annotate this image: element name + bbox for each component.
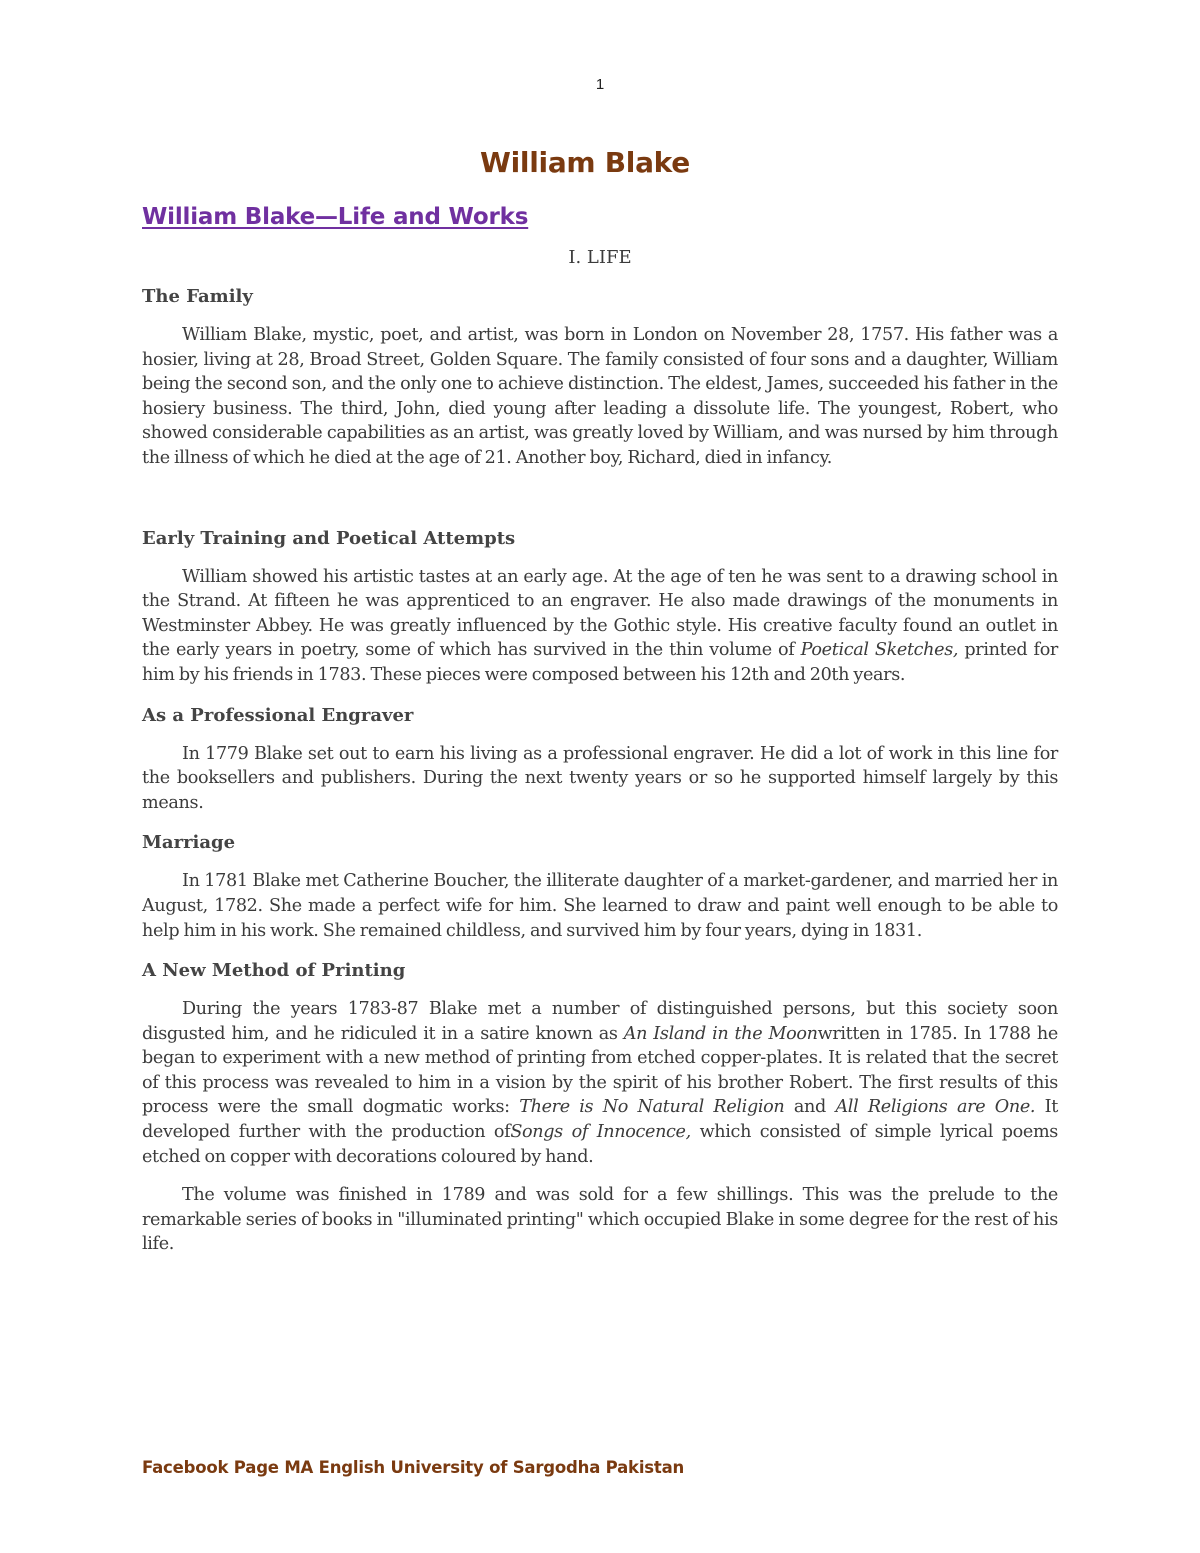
section-heading-family: The Family [142, 286, 253, 307]
italic-title-songs-of-innocence: Songs of Innocence, [510, 1122, 691, 1143]
section-heading-early-training: Early Training and Poetical Attempts [142, 527, 516, 549]
section-heading-engraver: As a Professional Engraver [142, 704, 414, 726]
page-number: 1 [595, 76, 605, 93]
section-heading-marriage: Marriage [142, 832, 236, 854]
document-body [142, 283, 1058, 1271]
paragraph-printing-continued: The volume was finished in 1789 and was sold for a few shillings. This was the prelude to the remarkable series of books in "illuminated printing" which occupied Blake in some degree for the rest of his life. [142, 1185, 1058, 1255]
paragraph-engraver: In 1779 Blake set out to earn his living as a professional engraver. He did a lot of work in this line for the booksellers and publishers. During the next twenty years or so he supported himself largely by this means. [142, 743, 1058, 813]
paragraph-family: William Blake, mystic, poet, and artist, was born in London on November 28, 1757. His father was a hosier, living at 28, Broad Street, Golden Square. The family consisted of four sons and a daughter, William being the second son, and the only one to achieve distinction. The eldest, James, succeeded his father in the hosiery business. The third, John, died young after leading a dissolute life. The youngest, Robert, who showed considerable capabilities as an artist, was greatly loved by William, and was nursed by him through the illness of which he died at the age of 21. Another boy, Richard, died in infancy. [142, 325, 1058, 468]
italic-title-all-religions-are-one: All Religions are One. [835, 1097, 1036, 1118]
section-heading-printing: A New Method of Printing [142, 960, 406, 982]
italic-title-no-natural-religion: There is No Natural Religion [519, 1097, 785, 1118]
paragraph-early-training: William showed his artistic tastes at an early age. At the age of ten he was sent to a drawing school in the Strand. At fifteen he was apprenticed to an engraver. He also made drawings of the monuments in Westminster Abbey. He was greatly influenced by the Gothic style. His creative faculty found an outlet in the early years in poetry, some of which has survived in the thin volume of Poetical Sketches, printed for him by his friends in 1783. These pieces were composed between his 12th and 20th years. [142, 566, 1058, 685]
part-heading: I. LIFE [568, 247, 632, 268]
paragraph-printing: During the years 1783-87 Blake met a number of distinguished persons, but this society soon disgusted him, and he ridiculed it in a satire known as An Island in the Moonwritten in 1785. In 1788 he began to experiment with a new method of printing from etched copper-plates. It is related that the secret of this process was revealed to him in a vision by the spirit of his brother Robert. The first results of this process were the small dogmatic works: There is No Natural Religion and All Religions are One. It developed further with the production ofSongs of Innocence, which consisted of simple lyrical poems etched on copper with decorations coloured by hand. [142, 999, 1058, 1167]
page-footer: Facebook Page MA English University of Sargodha Pakistan [142, 1458, 685, 1477]
section-link-life-and-works[interactable]: William Blake—Life and Works [142, 204, 529, 230]
italic-title-island-in-the-moon: An Island in the Moon [623, 1023, 818, 1044]
paragraph-marriage: In 1781 Blake met Catherine Boucher, the illiterate daughter of a market-gardener, and married her in August, 1782. She made a perfect wife for him. She learned to draw and paint well enough to be able to help him in his work. She remained childless, and survived him by four years, dying in 1831. [142, 871, 1058, 941]
document-title: William Blake [480, 146, 690, 179]
italic-title-poetical-sketches: Poetical Sketches, [800, 640, 959, 661]
